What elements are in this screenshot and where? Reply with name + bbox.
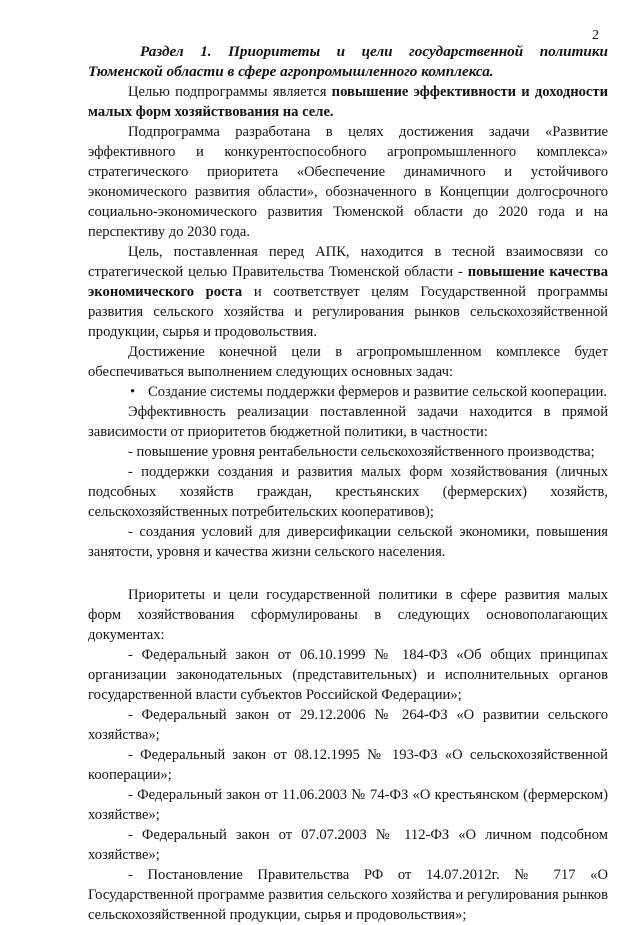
efficiency-paragraph: Эффективность реализации поставленной задачи находится в прямой зависимости от приоритетов бюджетной политики, в частности:: [88, 404, 608, 440]
document-item: - Постановление Правительства РФ от 14.07.2012г. № 717 «О Государственной программе развития сельского хозяйства и регулирования рынков сельскохозяйственной продукции, сырья и продовольствия»;: [88, 867, 608, 923]
goal-prefix: Целью подпрограммы является: [128, 84, 332, 100]
goal-bold: повышение эффективности и доходности малых форм хозяйствования на селе.: [88, 84, 608, 120]
document-item: - Федеральный закон от 07.07.2003 № 112-ФЗ «О личном подсобном хозяйстве»;: [88, 827, 608, 863]
priority-item: - повышение уровня рентабельности сельскохозяйственного производства;: [128, 444, 595, 460]
task-item: • Создание системы поддержки фермеров и развитие сельской кооперации.: [88, 382, 608, 402]
task-list: [88, 382, 608, 402]
page-number: 2: [592, 28, 599, 43]
document-item: - Федеральный закон от 29.12.2006 № 264-ФЗ «О развитии сельского хозяйства»;: [88, 707, 608, 743]
developed-paragraph: Подпрограмма разработана в целях достижения задачи «Развитие эффективного и конкурентоспособного агропромышленного комплекса» стратегического приоритета «Обеспечение динамичного и устойчивого экономического развития области», обозначенного в Концепции долгосрочного социально-экономического развития Тюменской области до 2020 года и на перспективу до 2030 года.: [88, 124, 608, 240]
apk-bold: повышение качества экономического роста: [88, 264, 609, 300]
section-heading: Раздел 1. Приоритеты и цели государственной политики Тюменской области в сфере агропромышленного комплекса.: [88, 43, 608, 80]
apk-suffix: и соответствует целям Государственной программы развития сельского хозяйства и регулирования рынков сельскохозяйственной продукции, сырья и продовольствия.: [88, 284, 608, 340]
documents-paragraph: Приоритеты и цели государственной политики в сфере развития малых форм хозяйствования сформулированы в следующих основополагающих документах:: [88, 587, 608, 643]
page-content: [88, 42, 608, 925]
priority-item: - поддержки создания и развития малых форм хозяйствования (личных подсобных хозяйств граждан, крестьянских (фермерских) хозяйств, сельскохозяйственных потребительских кооперативов);: [88, 464, 608, 520]
achievement-paragraph: Достижение конечной цели в агропромышленном комплексе будет обеспечиваться выполнением следующих основных задач:: [88, 344, 608, 380]
goal-paragraph: [88, 82, 608, 122]
priority-item: - создания условий для диверсификации сельской экономики, повышения занятости, уровня и качества жизни сельского населения.: [88, 524, 608, 560]
apk-prefix: Цель, поставленная перед АПК, находится в тесной взаимосвязи со стратегической целью Правительства Тюменской области -: [88, 244, 608, 280]
apk-paragraph: [88, 242, 608, 342]
document-item: - Федеральный закон от 08.12.1995 № 193-ФЗ «О сельскохозяйственной кооперации»;: [88, 747, 608, 783]
document-item: - Федеральный закон от 06.10.1999 № 184-ФЗ «Об общих принципах организации законодательных (представительных) и исполнительных органов государственной власти субъектов Российской Федерации»;: [88, 647, 608, 703]
document-item: - Федеральный закон от 11.06.2003 № 74-ФЗ «О крестьянском (фермерском) хозяйстве»;: [88, 787, 608, 823]
